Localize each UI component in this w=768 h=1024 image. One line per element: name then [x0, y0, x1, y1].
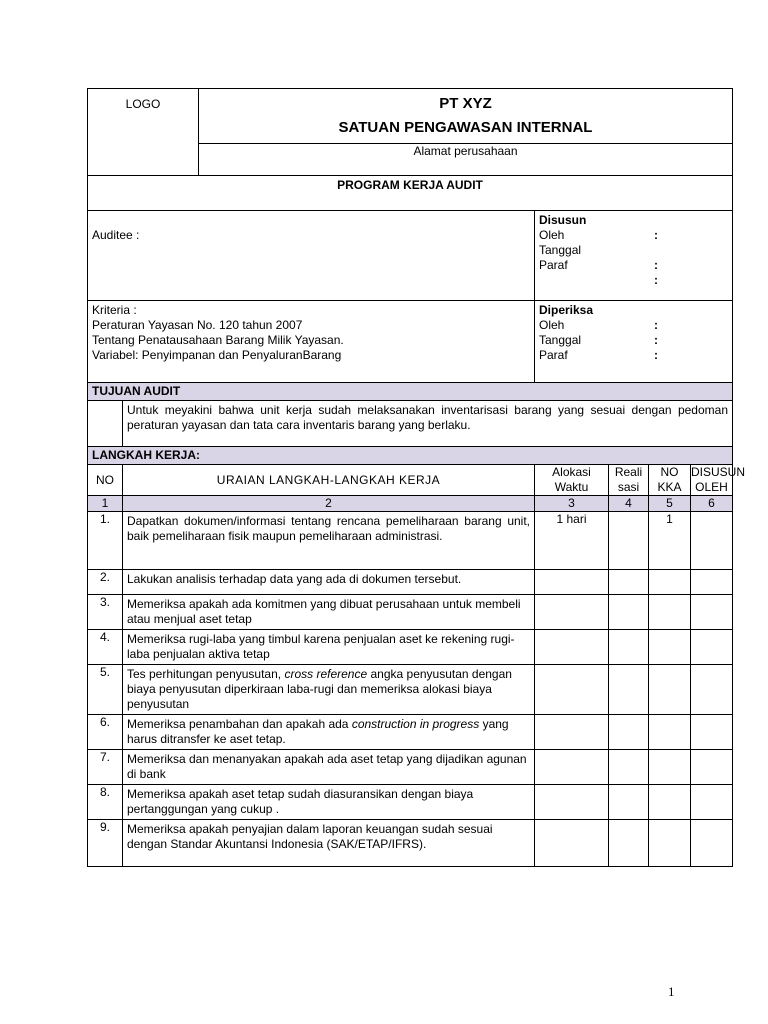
company-name: PT XYZ: [439, 95, 492, 112]
row-realisasi: [609, 630, 649, 665]
col-no-header: NO: [88, 465, 123, 496]
diperiksa-tanggal-label: Tanggal: [539, 333, 582, 347]
row-no: 9.: [88, 820, 123, 867]
row-nokka: [649, 570, 691, 595]
row-text: Tes perhitungan penyusutan, cross reference angka penyusutan dengan biaya penyusutan diperkiraan laba-rugi dan memeriksa alokasi biaya penyusutan: [123, 665, 535, 715]
program-title: PROGRAM KERJA AUDIT: [88, 176, 733, 211]
row-oleh: [691, 750, 733, 785]
col-nokka-header: NO KKA: [649, 465, 691, 496]
row-nokka: [649, 595, 691, 630]
row-alokasi: [535, 630, 609, 665]
row-no: 2.: [88, 570, 123, 595]
row-no: 4.: [88, 630, 123, 665]
audit-program-table: [87, 88, 746, 867]
table-row: [88, 665, 733, 715]
disusun-title: Disusun: [539, 213, 587, 227]
row-text: Memeriksa rugi-laba yang timbul karena penjualan aset ke rekening rugi-laba penjualan aktiva tetap: [123, 630, 535, 665]
diperiksa-paraf-label: Paraf: [539, 348, 568, 362]
kriteria-block: [88, 301, 535, 383]
row-no: 1.: [88, 512, 123, 570]
row-realisasi: [609, 512, 649, 570]
row-alokasi: [535, 785, 609, 820]
row-text: Dapatkan dokumen/informasi tentang rencana pemeliharaan barang unit, baik pemeliharaan fisik maupun pemeliharaan administrasi.: [123, 512, 535, 570]
unit-name: SATUAN PENGAWASAN INTERNAL: [338, 119, 593, 136]
col-realisasi-header: Reali sasi: [609, 465, 649, 496]
row-no: 7.: [88, 750, 123, 785]
row-oleh: [691, 665, 733, 715]
disusun-paraf-label: Paraf: [539, 258, 568, 272]
table-row: [88, 630, 733, 665]
row-oleh: [691, 820, 733, 867]
row-nokka: [649, 665, 691, 715]
row-realisasi: [609, 750, 649, 785]
kriteria-line-3: Variabel: Penyimpanan dan PenyaluranBarang: [92, 348, 342, 362]
col-number: 6: [691, 496, 733, 512]
logo: LOGO: [88, 89, 199, 176]
row-realisasi: [609, 595, 649, 630]
row-nokka: [649, 750, 691, 785]
row-realisasi: [609, 785, 649, 820]
row-oleh: [691, 570, 733, 595]
row-nokka: [649, 715, 691, 750]
company-address: Alamat perusahaan: [199, 144, 733, 176]
row-oleh: [691, 715, 733, 750]
row-oleh: [691, 630, 733, 665]
auditee-field: [88, 211, 535, 301]
row-realisasi: [609, 820, 649, 867]
col-number: 4: [609, 496, 649, 512]
page-number: 1: [668, 984, 675, 999]
col-number: 5: [649, 496, 691, 512]
row-oleh: [691, 512, 733, 570]
row-nokka: [649, 630, 691, 665]
disusun-tanggal-label: Tanggal: [539, 243, 582, 257]
tujuan-title: TUJUAN AUDIT: [88, 383, 733, 401]
table-row: [88, 570, 733, 595]
diperiksa-oleh-label: Oleh: [539, 318, 565, 332]
row-alokasi: [535, 595, 609, 630]
col-disusun-header: DISUSUN OLEH: [691, 465, 746, 494]
row-nokka: [649, 820, 691, 867]
row-realisasi: [609, 715, 649, 750]
row-no: 8.: [88, 785, 123, 820]
row-no: 3.: [88, 595, 123, 630]
row-text: Memeriksa apakah aset tetap sudah diasuransikan dengan biaya pertanggungan yang cukup .: [123, 785, 535, 820]
row-alokasi: [535, 665, 609, 715]
table-row: [88, 785, 733, 820]
row-alokasi: [535, 750, 609, 785]
row-realisasi: [609, 665, 649, 715]
table-row: [88, 715, 733, 750]
table-row: [88, 512, 733, 570]
row-alokasi: [535, 715, 609, 750]
diperiksa-block: Diperiksa Oleh : Tanggal : Paraf :: [535, 301, 733, 383]
col-alokasi-header: Alokasi Waktu: [535, 465, 609, 496]
kriteria-line-1: Peraturan Yayasan No. 120 tahun 2007: [92, 318, 303, 332]
row-text: Memeriksa penambahan dan apakah ada construction in progress yang harus ditransfer ke aset tetap.: [123, 715, 535, 750]
row-nokka: 1: [649, 512, 691, 570]
diperiksa-title: Diperiksa: [539, 303, 594, 317]
row-alokasi: [535, 820, 609, 867]
kriteria-label: Kriteria :: [92, 303, 137, 317]
row-no: 5.: [88, 665, 123, 715]
langkah-title: LANGKAH KERJA:: [88, 447, 733, 465]
auditee-label: Auditee :: [92, 228, 140, 242]
row-text: Lakukan analisis terhadap data yang ada di dokumen tersebut.: [123, 570, 535, 595]
disusun-block: Disusun Oleh : Tanggal Paraf : :: [535, 211, 733, 301]
row-text: Memeriksa apakah ada komitmen yang dibuat perusahaan untuk membeli atau menjual aset tetap: [123, 595, 535, 630]
col-number: 3: [535, 496, 609, 512]
row-text: Memeriksa dan menanyakan apakah ada aset tetap yang dijadikan agunan di bank: [123, 750, 535, 785]
col-number: 1: [88, 496, 123, 512]
tujuan-text: Untuk meyakini bahwa unit kerja sudah melaksanakan inventarisasi barang yang sesuai dengan pedoman peraturan yayasan dan tata cara inventaris barang yang berlaku.: [123, 401, 733, 447]
kriteria-line-2: Tentang Penatausahaan Barang Milik Yayasan.: [92, 333, 344, 347]
row-oleh: [691, 785, 733, 820]
row-alokasi: [535, 570, 609, 595]
row-oleh: [691, 595, 733, 630]
table-row: [88, 595, 733, 630]
row-alokasi: 1 hari: [535, 512, 609, 570]
col-number: 2: [123, 496, 535, 512]
disusun-oleh-label: Oleh: [539, 228, 565, 242]
row-realisasi: [609, 570, 649, 595]
row-no: 6.: [88, 715, 123, 750]
table-row: [88, 820, 733, 867]
row-text: Memeriksa apakah penyajian dalam laporan keuangan sudah sesuai dengan Standar Akuntansi Indonesia (SAK/ETAP/IFRS).: [123, 820, 535, 867]
col-uraian-header: URAIAN LANGKAH-LANGKAH KERJA: [123, 465, 535, 496]
table-row: [88, 750, 733, 785]
row-nokka: [649, 785, 691, 820]
